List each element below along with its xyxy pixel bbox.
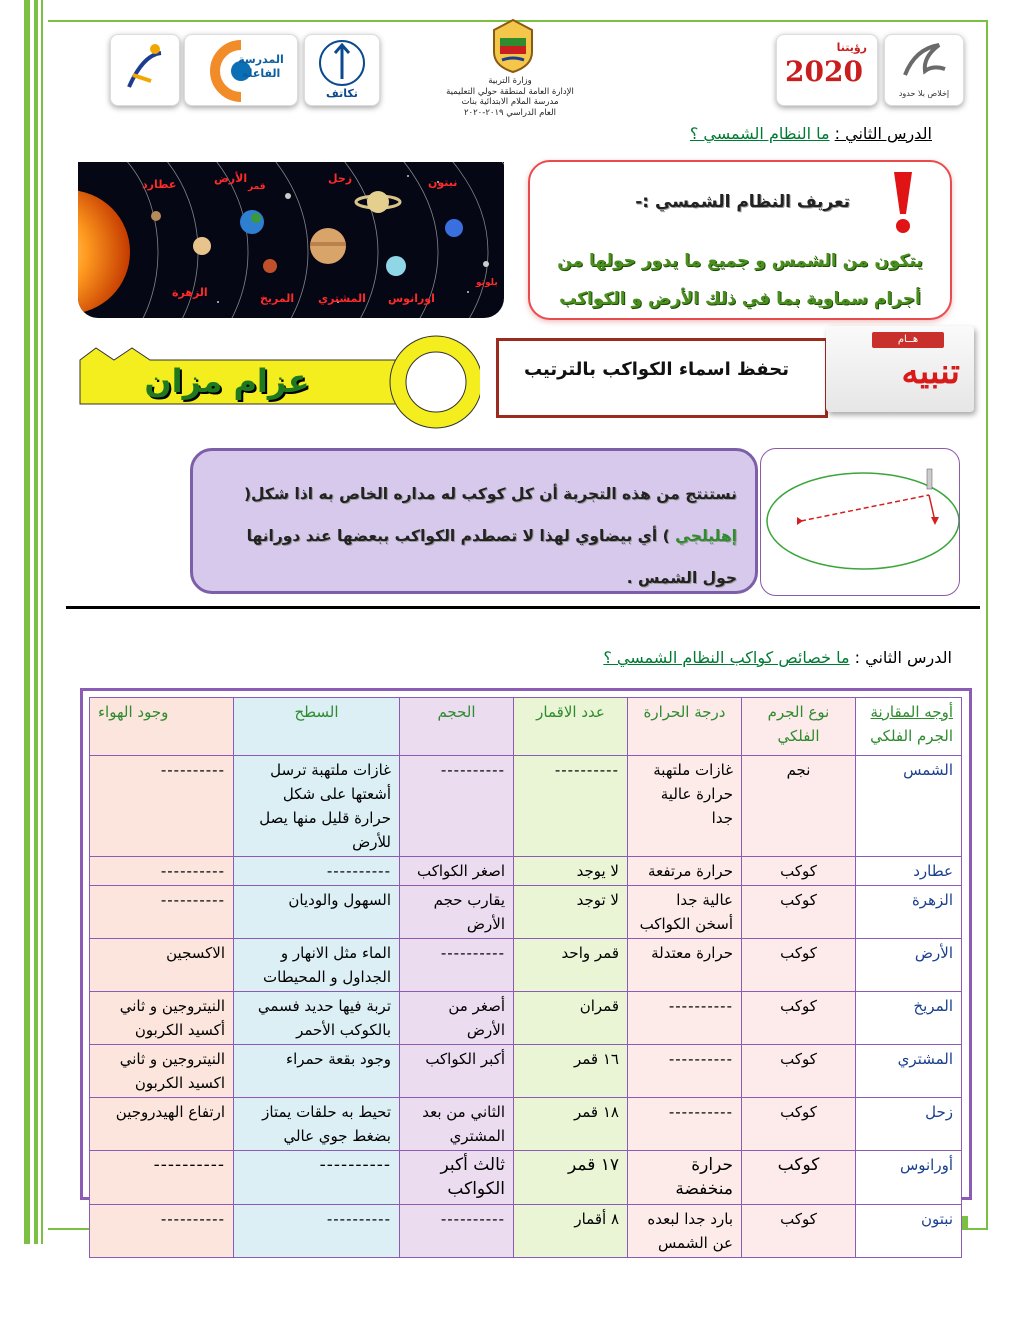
ministry-line-3: مدرسة الملام الابتدائية بنات — [461, 97, 559, 107]
cell-type: كوكب — [742, 1205, 856, 1258]
cell-moons: لا توجد — [514, 886, 628, 939]
cell-type: كوكب — [742, 1045, 856, 1098]
cell-air: ---------- — [90, 756, 234, 857]
table-row — [90, 1045, 962, 1098]
ministry-emblem — [488, 16, 538, 74]
cell-moons: قمر واحد — [514, 939, 628, 992]
table-row — [90, 1205, 962, 1258]
cell-type: كوكب — [742, 1151, 856, 1205]
frame-bar-left — [24, 0, 30, 1244]
section-divider — [66, 606, 980, 609]
cell-moons: ٨ أقمار — [514, 1205, 628, 1258]
planet-label-mars: المريخ — [260, 292, 295, 305]
logo-vision-2020 — [776, 34, 878, 106]
table-row — [90, 886, 962, 939]
notice-text: تحفظ اسماء الكواكب بالترتيب — [523, 359, 789, 380]
cell-size: يقارب حجم الأرض — [400, 886, 514, 939]
conclusion-part2: ) أي بيضاوي لهذا لا تصطدم الكواكب ببعضها عند دورانها حول الشمس . — [246, 527, 737, 587]
lesson1-title — [690, 124, 932, 143]
header-size: الحجم — [400, 698, 514, 756]
notice-tab: هــام — [872, 332, 944, 348]
header-surface: السطح — [234, 698, 400, 756]
cell-temp: عالية جدا أسخن الكواكب — [628, 886, 742, 939]
definition-title: تعريف النظام الشمسي :- — [635, 192, 850, 212]
table-row — [90, 939, 962, 992]
table-body — [90, 756, 962, 1258]
header-moons: عدد الاقمار — [514, 698, 628, 756]
cell-air: ---------- — [90, 886, 234, 939]
planet-label-moon: قمر — [248, 182, 266, 192]
conclusion-box — [190, 448, 758, 594]
cell-body: الزهرة — [856, 886, 962, 939]
cell-body: زحل — [856, 1098, 962, 1151]
cell-body: أورانوس — [856, 1151, 962, 1205]
cell-surface: ---------- — [234, 857, 400, 886]
cell-body: الأرض — [856, 939, 962, 992]
cell-size: ---------- — [400, 939, 514, 992]
frame-bar-left-3 — [41, 0, 43, 1244]
cell-body: نبتون — [856, 1205, 962, 1258]
exclamation-icon — [888, 170, 918, 236]
key-label: عزام مزان — [144, 362, 310, 400]
header-temp: درجة الحرارة — [628, 698, 742, 756]
cell-air: ---------- — [90, 857, 234, 886]
table-header-row — [90, 698, 962, 756]
cell-air: النيتروجين و ثاني أكسيد الكربون — [90, 992, 234, 1045]
cell-size: اصغر الكواكب — [400, 857, 514, 886]
cell-surface: ---------- — [234, 1151, 400, 1205]
emblem-icon — [488, 16, 538, 74]
cell-air: ---------- — [90, 1151, 234, 1205]
logo-active-school — [184, 34, 298, 106]
cell-surface: ---------- — [234, 1205, 400, 1258]
cell-surface: تربة فيها حديد فسمي بالكوكب الأحمر — [234, 992, 400, 1045]
cell-size: الثاني من بعد المشتري — [400, 1098, 514, 1151]
planet-label-venus: الزهرة — [172, 286, 208, 299]
key-graphic — [70, 326, 480, 438]
cell-surface: وجود بقعة حمراء — [234, 1045, 400, 1098]
planet-label-neptune: نبتون — [428, 176, 458, 189]
table-row — [90, 756, 962, 857]
logo-takatof-text: تكاتف — [326, 87, 358, 100]
cell-body: الشمس — [856, 756, 962, 857]
header-air: وجود الهواء — [90, 698, 234, 756]
cell-air: ---------- — [90, 1205, 234, 1258]
cell-type: كوكب — [742, 939, 856, 992]
cell-moons: ---------- — [514, 756, 628, 857]
header-compare — [856, 698, 962, 756]
cell-body: المريخ — [856, 992, 962, 1045]
frame-line-right — [986, 20, 988, 1230]
conclusion-part1: نستنتج من هذه التجربة أن كل كوكب له مداره الخاص به اذا شكل( — [243, 485, 737, 503]
comparison-table-wrap — [80, 688, 972, 1252]
cell-type: نجم — [742, 756, 856, 857]
lesson1-label: الدرس الثاني : — [834, 124, 932, 143]
cell-type: كوكب — [742, 886, 856, 939]
cell-surface: السهول والوديان — [234, 886, 400, 939]
cell-surface: غازات ملتهبة ترسل أشعتها على شكل حرارة قليل منها يصل للأرض — [234, 756, 400, 857]
lesson2-question: ما خصائص كواكب النظام الشمسي ؟ — [603, 648, 850, 667]
logo-school-motto: إخلاص بلا حدود — [898, 89, 950, 98]
ministry-line-1: وزارة التربية — [488, 76, 532, 86]
cell-size: ---------- — [400, 1205, 514, 1258]
lesson2-title — [603, 648, 952, 667]
logo-vision-text: رؤيتنا — [836, 41, 867, 54]
cell-body: عطارد — [856, 857, 962, 886]
cell-type: كوكب — [742, 1098, 856, 1151]
cell-temp: حرارة معتدلة — [628, 939, 742, 992]
cell-air: ارتفاع الهيدروجين — [90, 1098, 234, 1151]
planet-label-saturn: زحل — [328, 172, 353, 185]
cell-size: ---------- — [400, 756, 514, 857]
frame-bar-left-2 — [34, 0, 38, 1244]
cell-size: ثالث أكبر الكواكب — [400, 1151, 514, 1205]
ministry-line-2: الإدارة العامة لمنطقة حولي التعليمية — [446, 86, 574, 97]
ministry-line-4: العام الدراسي ٢٠١٩-٢٠٢٠ — [463, 107, 556, 118]
table-row — [90, 857, 962, 886]
table-row — [90, 992, 962, 1045]
header-body-label: الجرم الفلكي — [870, 727, 953, 745]
cell-size: أكبر الكواكب — [400, 1045, 514, 1098]
conclusion-text — [221, 473, 737, 599]
cell-temp: حرارة منخفضة — [628, 1151, 742, 1205]
planet-label-uranus: اورانوس — [388, 292, 435, 305]
cell-moons: لا يوجد — [514, 857, 628, 886]
cell-temp: حرارة مرتفعة — [628, 857, 742, 886]
cell-moons: ١٧ قمر — [514, 1151, 628, 1205]
cell-body: المشتري — [856, 1045, 962, 1098]
planet-label-jupiter: المشتري — [318, 292, 366, 305]
cell-type: كوكب — [742, 992, 856, 1045]
planet-label-mercury: عطارد — [142, 178, 177, 191]
cell-temp: ---------- — [628, 992, 742, 1045]
notice-badge — [826, 326, 974, 412]
cell-air: النيتروجين و ثاني اكسيد الكربون — [90, 1045, 234, 1098]
notice-box — [496, 338, 828, 418]
cell-surface: تحيط به حلقات يمتاز بضغط جوي عالي — [234, 1098, 400, 1151]
logo-active-school-text: المدرسة الفاعلة — [238, 53, 284, 80]
conclusion-green: إهليلجي — [675, 527, 737, 545]
lesson2-label: الدرس الثاني : — [854, 648, 952, 667]
header-compare-label: أوجه المقارنة — [870, 703, 953, 721]
cell-type: كوكب — [742, 857, 856, 886]
planet-label-earth: الأرض — [214, 172, 248, 185]
cell-temp: ---------- — [628, 1045, 742, 1098]
cell-temp: غازات ملتهبة حرارة عالية جدا — [628, 756, 742, 857]
logo-sports — [110, 34, 180, 106]
ministry-text — [430, 76, 590, 118]
cell-moons: ١٨ قمر — [514, 1098, 628, 1151]
lesson1-question: ما النظام الشمسي ؟ — [689, 124, 830, 143]
notice-label: تنبيه — [901, 352, 960, 392]
planet-label-pluto: بلوتو — [476, 278, 498, 288]
ellipse-orbit-icon — [761, 449, 959, 595]
solar-system-image — [78, 162, 504, 318]
definition-body: يتكون من الشمس و جميع ما يدور حولها من أجرام سماوية بما في ذلك الأرض و الكواكب — [557, 251, 923, 309]
cell-surface: الماء مثل الانهار و الجداول و المحيطات — [234, 939, 400, 992]
logo-year-text: 2020 — [785, 55, 863, 88]
comparison-table — [89, 697, 962, 1258]
orbit-diagram — [760, 448, 960, 596]
logo-takatof — [304, 34, 380, 106]
header-type: نوع الجرم الفلكي — [742, 698, 856, 756]
cell-temp: ---------- — [628, 1098, 742, 1151]
cell-size: أصغر من الأرض — [400, 992, 514, 1045]
cell-air: الاكسجين — [90, 939, 234, 992]
table-row — [90, 1098, 962, 1151]
logo-school — [884, 34, 964, 106]
cell-temp: بارد جدا لبعده عن الشمس — [628, 1205, 742, 1258]
table-row — [90, 1151, 962, 1205]
cell-moons: قمران — [514, 992, 628, 1045]
cell-moons: ١٦ قمر — [514, 1045, 628, 1098]
